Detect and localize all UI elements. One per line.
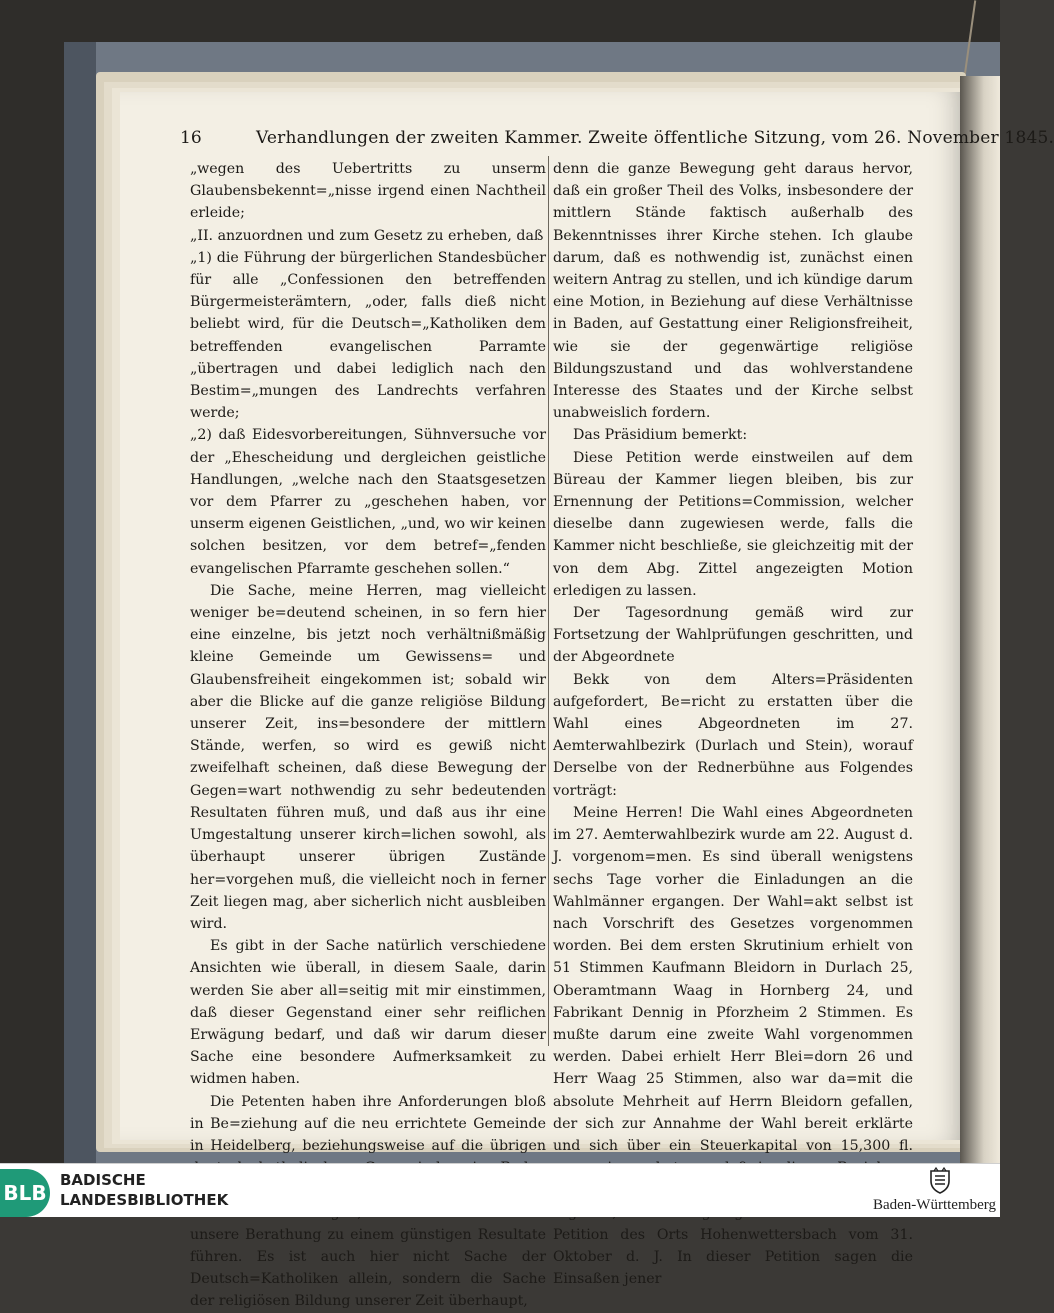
coat-of-arms-icon [928, 1168, 952, 1194]
paragraph: „wegen des Uebertritts zu unserm Glaubensbekennt=„nisse irgend einen Nachtheil erleide; [190, 161, 546, 222]
paragraph: Das Präsidium bemerkt: [573, 427, 748, 444]
paragraph: Die Sache, meine Herren, mag vielleicht weniger be=deutend scheinen, in so fern hier eine einzelne, bis jetzt noch verhältnißmäßig kleine Gemeinde um Gewissens= und Glaubensfreiheit eingekommen ist; sobald wir aber die Blicke auf die ganze religiöse Bildung unserer Zeit, ins=besondere der mittlern Stände, werfen, so wird es gewiß nicht zweifelhaft scheinen, daß diese Bewegung der Gegen=wart nothwendig zu sehr bedeutenden Resultaten führen muß, und daß aus ihr eine Umgestaltung unserer kirch=lichen sowohl, als überhaupt unserer übrigen Zustände her=vorgehen muß, die vielleicht noch in ferner Zeit liegen mag, aber sicherlich nicht ausbleiben wird. [190, 582, 546, 932]
paragraph: denn die ganze Bewegung geht daraus hervor, daß ein großer Theil des Volks, insbesondere der mittlern Stände faktisch außerhalb des Bekenntnisses ihrer Kirche stehen. Ich glaube darum, daß es nothwendig ist, zunächst einen weitern Antrag zu stellen, und ich kündige darum eine Motion, in Beziehung auf diese Verhältnisse in Baden, auf Gestattung einer Religionsfreiheit, wie sie der gegenwärtige religiöse Bildungszustand und das wohlverstandene Interesse des Staates und der Kirche selbst unabweislich fordern. [553, 161, 913, 422]
paragraph: Es gibt in der Sache natürlich verschiedene Ansichten wie überall, in diesem Saale, darin werden Sie aber all=seitig mit mir einstimmen, daß dieser Gegenstand einer sehr reiflichen Erwägung bedarf, und daß wir darum dieser Sache eine besondere Aufmerksamkeit zu widmen haben. [190, 938, 546, 1088]
library-name-line1: BADISCHE [60, 1171, 146, 1189]
paragraph: Die Petenten haben ihre Anforderungen bloß in Be=ziehung auf die neu errichtete Gemeinde in Heidelberg, beziehungsweise auf die übrigen unsere Berathung zu einem günstigen Resultate führen. Es ist auch hier nicht Sache der Deutsch=Katholiken allein, sondern die Sache der religiösen Bildung unserer Zeit überhaupt, [190, 1093, 546, 1310]
book-cover-edge [64, 42, 96, 1163]
paragraph: Der Tagesordnung gemäß wird zur Fortsetzung der Wahlprüfungen geschritten, und der Abgeordnete [553, 605, 913, 666]
paragraph: Meine Herren! Die Wahl eines Abgeordneten im 27. Aemterwahlbezirk wurde am 22. August d. J. vorgenom=men. Es sind überall wenigstens sechs Tage vorher die Einladungen an die Wahlmänner ergangen. Der Wahl=akt selbst ist nach Vorschrift des Gesetzes vorgenommen worden. Bei dem ersten Skrutinium erhielt von 51 Stimmen Kaufmann Bleidorn in Durlach 25, Oberamtmann Waag in Hornberg 24, und Fabrikant Dennig in Pforzheim 2 Stimmen. Es mußte darum eine zweite Wahl vorgenommen werden. Dabei erhielt Herr Blei=dorn 26 und Herr Waag 25 Stimmen, also war da=mit die absolute Mehrheit auf Herrn Bleidorn gefallen, der sich zur Annahme der Wahl bereit erklärte und sich über ein Steuerkapital von 15,300 fl. Petition des Orts Hohenwettersbach vom 31. Oktober d. J. In dieser Petition sagen die Einsaßen jener [553, 804, 913, 1288]
running-head [180, 126, 1054, 156]
right-text-column [553, 158, 913, 1290]
column-divider [548, 156, 549, 1046]
page-number: 16 [180, 128, 202, 148]
paragraph: „II. anzuordnen und zum Gesetz zu erheben, daß [190, 227, 544, 244]
paragraph: Diese Petition werde einstweilen auf dem Büreau der Kammer liegen bleiben, bis zur Ernennung der Petitions=Commission, welcher dieselbe dann zugewiesen werde, falls die Kammer nicht beschließe, sie gleichzeitig mit der von dem Abg. Zittel angezeigten Motion erledigen zu lassen. [553, 449, 913, 599]
paragraph: Bekk von dem Alters=Präsidenten aufgefordert, Be=richt zu erstatten über die Wahl eines Abgeordneten im 27. Aemterwahlbezirk (Durlach und Stein), worauf Derselbe von der Rednerbühne aus Folgendes vorträgt: [553, 671, 913, 799]
library-name[interactable] [60, 1170, 228, 1210]
paragraph: „2) daß Eidesvorbereitungen, Sühnversuche vor der „Ehescheidung und dergleichen geistliche Handlungen, „welche nach den Staatsgesetzen vor dem Pfarrer zu „geschehen haben, vor unserm eigenen Geistlichen, „und, wo wir keinen solchen besitzen, vor dem betref=„fenden evangelischen Pfarramte geschehen sollen.“ [190, 427, 546, 577]
library-name-line2: LANDESBIBLIOTHEK [60, 1191, 229, 1209]
paragraph: „1) die Führung der bürgerlichen Standesbücher für alle „Confessionen den betreffenden Bürgermeisterämtern, „oder, falls dieß nicht beliebt wird, für die Deutsch=„Katholiken dem betreffenden evangelischen Parramte „übertragen und dabei lediglich nach den Bestim=„mungen des Landrechts verfahren werde; [190, 249, 546, 422]
footer-bar [0, 1163, 1000, 1217]
region-name[interactable]: Baden-Württemberg [872, 1197, 996, 1213]
book-gutter [960, 76, 1000, 1163]
page-header-title: Verhandlungen der zweiten Kammer. Zweite öffentliche Sitzung, vom 26. November 1845. [256, 128, 1054, 148]
left-text-column [190, 158, 546, 1313]
blb-logo[interactable]: BLB [0, 1169, 50, 1217]
